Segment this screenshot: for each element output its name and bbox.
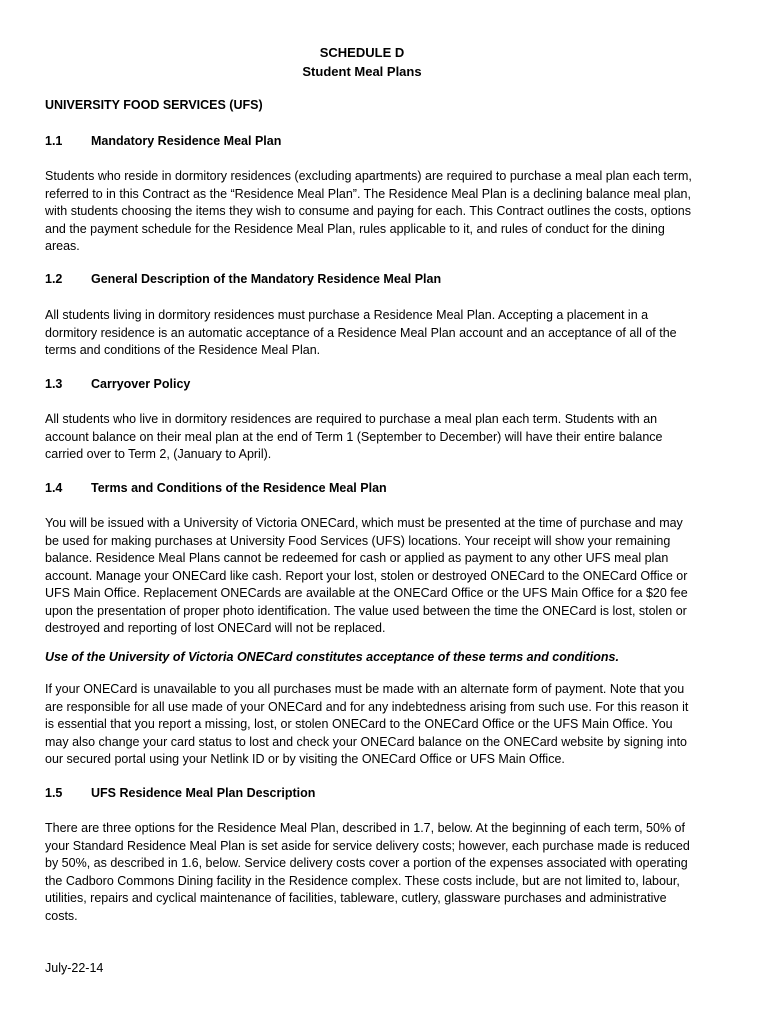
footer-date: July-22-14: [45, 961, 104, 975]
onecard-acceptance-notice: Use of the University of Victoria ONECard constitutes acceptance of these terms and conditions.: [45, 650, 619, 664]
section-1-4-body-continued: If your ONECard is unavailable to you all purchases must be made with an alternate form of payment. Note that you are responsible for all use made of your ONECard and for any indebtedness arising from such use. For this reason it is essential that you report a missing, lost, or stolen ONECard to the ONECard Office or the UFS Main Office. You may also change your card status to lost and check your ONECard balance on the ONECard website by signing into our secured portal using your Netlink ID or by visiting the ONECard Office or UFS Main Office.: [45, 682, 689, 766]
section-number: 1.2: [45, 272, 63, 286]
schedule-title: SCHEDULE D: [319, 45, 405, 60]
section-1-4-heading: [45, 481, 387, 495]
section-title: UFS Residence Meal Plan Description: [91, 786, 316, 800]
section-number: 1.5: [45, 786, 63, 800]
section-title: Carryover Policy: [91, 377, 191, 391]
section-title: General Description of the Mandatory Residence Meal Plan: [91, 272, 442, 286]
section-1-5-heading: [45, 786, 315, 800]
section-1-3-body: All students who live in dormitory residences are required to purchase a meal plan each term. Students with an account balance on their meal plan at the end of Term 1 (September to December) will have their entire balance carried over to Term 2, (January to April).: [45, 412, 663, 461]
section-number: 1.3: [45, 377, 63, 391]
section-title: Terms and Conditions of the Residence Meal Plan: [91, 481, 387, 495]
section-1-1-heading: [45, 134, 281, 148]
schedule-subtitle: Student Meal Plans: [302, 64, 422, 79]
section-number: 1.1: [45, 134, 63, 148]
section-1-2-body: All students living in dormitory residences must purchase a Residence Meal Plan. Accepting a placement in a dormitory residence is an automatic acceptance of a Residence Meal Plan account and an acceptance of all of the terms and conditions of the Residence Meal Plan.: [45, 308, 677, 357]
section-1-4-body: You will be issued with a University of Victoria ONECard, which must be presented at the time of purchase and may be used for making purchases at University Food Services (UFS) locations. Your receipt will show your remaining balance. Residence Meal Plans cannot be redeemed for cash or applied as payment to any other UFS meal plan account. Manage your ONECard like cash. Report your lost, stolen or destroyed ONECard to the ONECard Office or UFS Main Office. Replacement ONECards are available at the ONECard Office or the UFS Main Office for a $20 fee upon the presentation of proper photo identification. The value used between the time the ONECard is lost, stolen or destroyed and reporting of lost ONECard will not be replaced.: [45, 516, 688, 635]
section-1-3-heading: [45, 377, 190, 391]
section-title: Mandatory Residence Meal Plan: [91, 134, 282, 148]
section-number: 1.4: [45, 481, 63, 495]
organization-heading: UNIVERSITY FOOD SERVICES (UFS): [45, 98, 263, 112]
section-1-2-heading: [45, 272, 441, 286]
section-1-1-body: Students who reside in dormitory residences (excluding apartments) are required to purchase a meal plan each term, referred to in this Contract as the “Residence Meal Plan”. The Residence Meal Plan is a declining balance meal plan, with students choosing the items they wish to consume and paying for each. This Contract outlines the costs, options and the payment schedule for the Residence Meal Plan, rules applicable to it, and rules of conduct for the dining areas.: [45, 169, 692, 253]
section-1-5-body: There are three options for the Residence Meal Plan, described in 1.7, below. At the beginning of each term, 50% of your Standard Residence Meal Plan is set aside for service delivery costs; however, each purchase made is reduced by 50%, as described in 1.6, below. Service delivery costs cover a portion of the expenses associated with operating the Cadboro Commons Dining facility in the Residence complex. These costs include, but are not limited to, labour, utilities, repairs and cyclical maintenance of facilities, tableware, cutlery, glassware purchases and administrative costs.: [45, 821, 690, 923]
